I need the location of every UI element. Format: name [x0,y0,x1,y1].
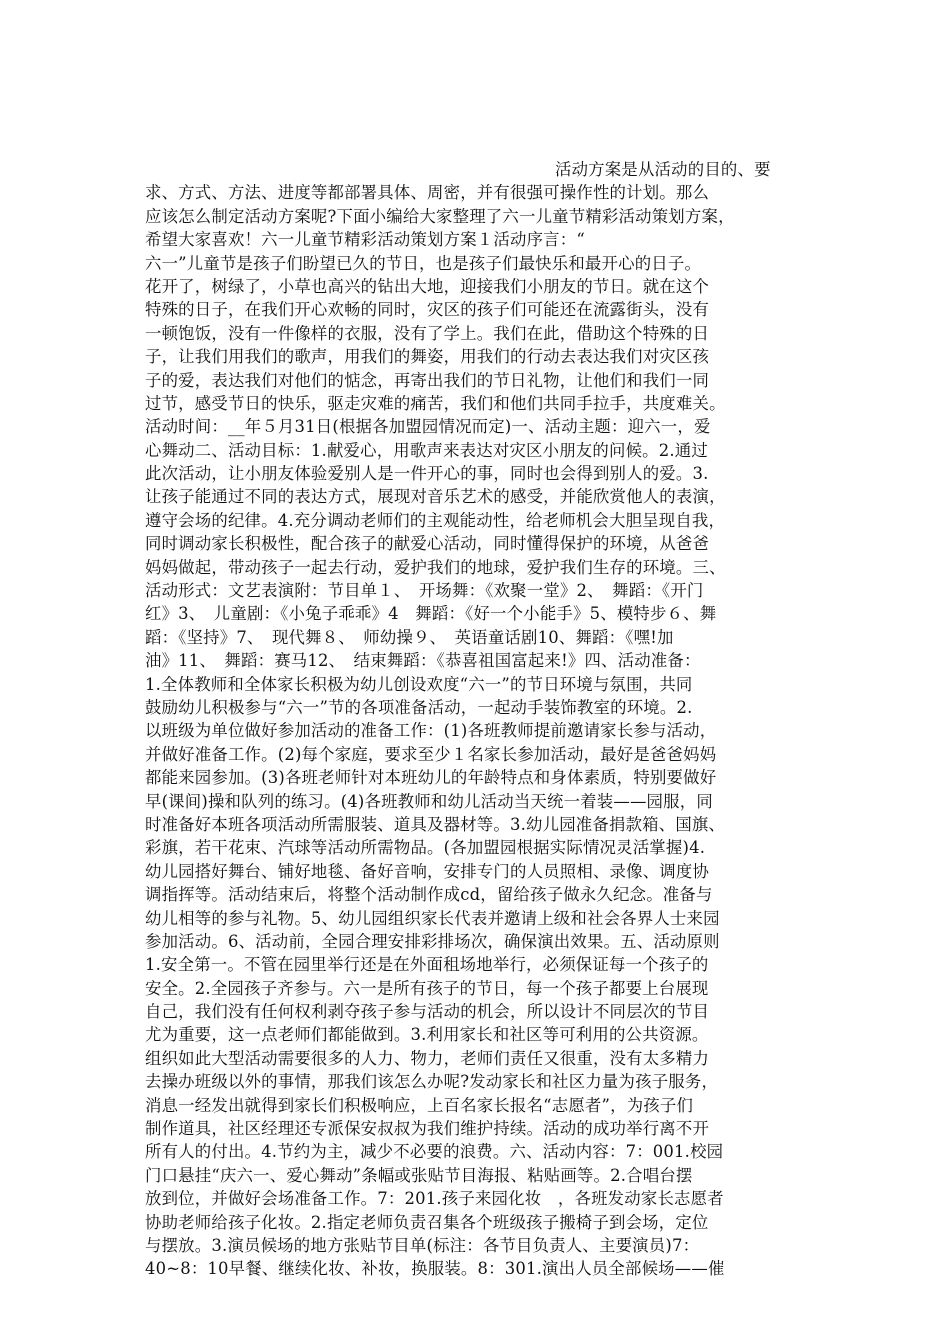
text-line: 红》3、 儿童剧：《小兔子乖乖》4 舞蹈：《好一个小能手》5、模特步６、舞 [145,604,717,624]
text-line: 活动方案是从活动的目的、要 [555,160,771,179]
text-line: 与摆放。3.演员候场的地方张贴节目单(标注：各节目负责人、主要演员)7： [145,1235,700,1255]
text-line: 幼儿园搭好舞台、铺好地毯、备好音响，安排专门的人员照相、录像、调度协 [145,861,710,881]
text-line: 自己，我们没有任何权利剥夺孩子参与活动的机会，所以设计不同层次的节目 [145,1002,710,1022]
text-line: 活动形式：文艺表演附：节目单１、 开场舞：《欢聚一堂》2、 舞蹈：《开门 [145,581,704,601]
text-line: 1.全体教师和全体家长积极为幼儿创设欢度“六一”的节日环境与氛围，共同 [145,674,693,694]
text-line: 制作道具，社区经理还专派保安叔叔为我们维护持续。活动的成功举行离不开 [145,1119,710,1139]
text-line: 组织如此大型活动需要很多的人力、物力，老师们责任又很重，没有太多精力 [145,1048,710,1068]
text-line: 子，让我们用我们的歌声，用我们的舞姿，用我们的行动去表达我们对灾区孩 [145,347,710,367]
text-line: 让孩子能通过不同的表达方式，展现对音乐艺术的感受，并能欣赏他人的表演， [145,487,726,507]
text-line: 同时调动家长积极性，配合孩子的献爱心活动，同时懂得保护的环境，从爸爸 [145,534,710,554]
text-line: 求、方式、方法、进度等都部署具体、周密，并有很强可操作性的计划。那么 [145,183,710,203]
text-line: 应该怎么制定活动方案呢?下面小编给大家整理了六一儿童节精彩活动策划方案， [145,206,735,226]
text-line: 一顿饱饭，没有一件像样的衣服，没有了学上。我们在此，借助这个特殊的日 [145,323,710,343]
text-line: 放到位，并做好会场准备工作。7：201.孩子来园化妆 ，各班发动家长志愿者 [145,1189,724,1209]
text-line: 并做好准备工作。(2)每个家庭，要求至少１名家长参加活动，最好是爸爸妈妈 [145,744,717,764]
text-line: 以班级为单位做好参加活动的准备工作：(1)各班教师提前邀请家长参与活动， [145,721,717,741]
text-line: 鼓励幼儿积极参与“六一”节的各项准备活动，一起动手装饰教室的环境。2. [145,697,693,717]
text-line: 消息一经发出就得到家长们积极响应，上百名家长报名“志愿者”，为孩子们 [145,1095,694,1115]
text-line: 遵守会场的纪律。4.充分调动老师们的主观能动性，给老师机会大胆呈现自我， [145,510,726,530]
text-line: 所有人的付出。4.节约为主，减少不必要的浪费。六、活动内容：7：001.校园 [145,1142,724,1162]
text-line: 子的爱，表达我们对他们的惦念，再寄出我们的节日礼物，让他们和我们一同 [145,370,710,390]
text-line: 时准备好本班各项活动所需服装、道具及器材等。3.幼儿园准备捐款箱、国旗、 [145,814,726,834]
text-line: 调指挥等。活动结束后，将整个活动制作成cd，留给孩子做永久纪念。准备与 [145,885,713,905]
text-line: 心舞动二、活动目标：1.献爱心，用歌声来表达对灾区小朋友的问候。2.通过 [145,440,708,460]
text-line: 去操办班级以外的事情，那我们该怎么办呢?发动家长和社区力量为孩子服务， [145,1072,719,1092]
text-line: 尤为重要，这一点老师们都能做到。3.利用家长和社区等可利用的公共资源。 [145,1025,709,1045]
text-line: 都能来园参加。(3)各班老师针对本班幼儿的年龄特点和身体素质，特别要做好 [145,768,717,788]
text-line: 安全。2.全园孩子齐参与。六一是所有孩子的节日，每一个孩子都要上台展现 [145,978,709,998]
text-line: 门口悬挂“庆六一、爱心舞动”条幅或张贴节目海报、粘贴画等。2.合唱台摆 [145,1165,693,1185]
text-line: 妈妈做起，带动孩子一起去行动，爱护我们的地球，爱护我们生存的环境。三、 [145,557,726,577]
body-text [145,158,805,1281]
text-line: 1.安全第一。不管在园里举行还是在外面租场地举行，必须保证每一个孩子的 [145,955,709,975]
text-line: 协助老师给孩子化妆。2.指定老师负责召集各个班级孩子搬椅子到会场，定位 [145,1212,709,1232]
text-line: 六一”儿童节是孩子们盼望已久的节日，也是孩子们最快乐和最开心的日子。 [145,253,702,273]
text-line: 彩旗，若干花束、汽球等活动所需物品。(各加盟园根据实际情况灵活掌握)4. [145,838,706,858]
text-line: 油》11、 舞蹈：赛马12、 结束舞蹈：《恭喜祖国富起来!》四、活动准备： [145,651,701,671]
text-line: 此次活动，让小朋友体验爱别人是一件开心的事，同时也会得到别人的爱。3. [145,464,709,484]
text-line: 参加活动。6、活动前，全园合理安排彩排场次，确保演出效果。五、活动原则 [145,931,720,951]
text-line: 花开了，树绿了，小草也高兴的钻出大地，迎接我们小朋友的节日。就在这个 [145,276,710,296]
text-line: 早(课间)操和队列的练习。(4)各班教师和幼儿活动当天统一着装——园服，同 [145,791,713,811]
text-line: 活动时间：__年５月31日(根据各加盟园情况而定)一、活动主题：迎六一，爱 [145,417,711,437]
text-line: 幼儿相等的参与礼物。5、幼儿园组织家长代表并邀请上级和社会各界人士来园 [145,908,720,928]
text-line: 蹈：《坚持》7、 现代舞８、 师幼操９、 英语童话剧10、舞蹈：《嘿!加 [145,627,674,647]
text-line: 特殊的日子，在我们开心欢畅的同时，灾区的孩子们可能还在流露街头，没有 [145,300,710,320]
text-line: 40~8：10早餐、继续化妆、补妆，换服装。8：301.演出人员全部候场——催 [145,1259,725,1279]
text-line: 希望大家喜欢！六一儿童节精彩活动策划方案１活动序言：“ [145,230,585,250]
text-line: 过节，感受节日的快乐，驱走灾难的痛苦，我们和他们共同手拉手，共度难关。 [145,393,726,413]
